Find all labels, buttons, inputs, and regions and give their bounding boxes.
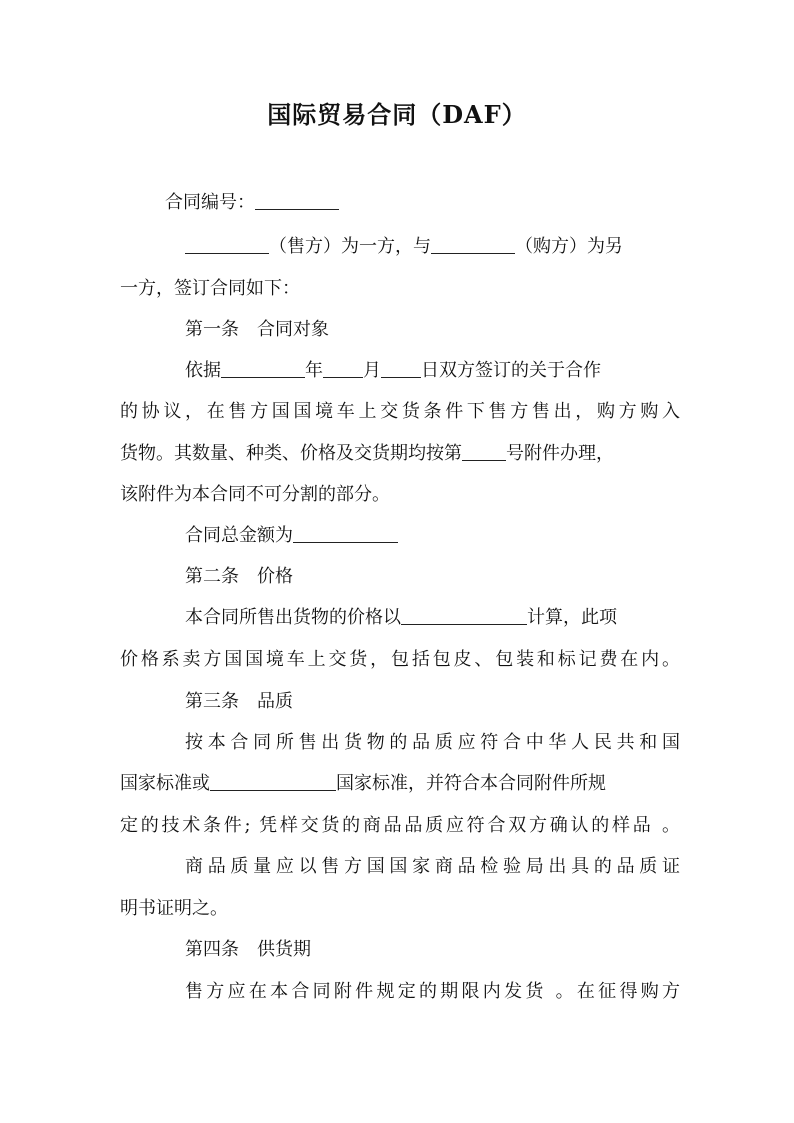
- art3-line2: [120, 770, 680, 798]
- annex-no-blank[interactable]: [462, 442, 506, 461]
- article-2-heading: 第二条 价格: [185, 566, 293, 587]
- art3-line1: 按本合同所售出货物的品质应符合中华人民共和国: [185, 732, 680, 753]
- art3-line2b: 国家标准，并符合本合同附件所规: [336, 773, 606, 794]
- article-3-heading: 第三条 品质: [185, 691, 293, 712]
- art2-line1a: 本合同所售出货物的价格以: [185, 607, 401, 628]
- art1-line3: [120, 440, 680, 468]
- day-text: 日双方签订的关于合作: [421, 360, 601, 381]
- art2-line1b: 计算，此项: [527, 607, 617, 628]
- art4-line1: 售方应在本合同附件规定的期限内发货 。在征得购方: [185, 981, 680, 1002]
- buyer-text: （购方）为另: [515, 236, 623, 257]
- art3-line3: 定的技术条件; 凭样交货的商品品质应符合双方确认的样品 。: [120, 815, 680, 836]
- seller-blank[interactable]: [185, 235, 269, 254]
- price-basis-blank[interactable]: [401, 606, 527, 625]
- art3-line2a: 国家标准或: [120, 773, 210, 794]
- day-blank[interactable]: [381, 359, 421, 378]
- art1-line4: 该附件为本合同不可分割的部分。: [120, 484, 390, 505]
- contract-no-blank[interactable]: [255, 191, 339, 210]
- year-text: 年: [305, 360, 323, 381]
- art1-line3a: 货物。其数量、种类、价格及交货期均按第: [120, 443, 462, 464]
- year-blank[interactable]: [221, 359, 305, 378]
- buyer-blank[interactable]: [431, 235, 515, 254]
- total-line: [185, 522, 745, 550]
- contract-no-label: 合同编号：: [165, 192, 255, 213]
- art1-line3b: 号附件办理，: [506, 443, 614, 464]
- art2-line2: 价格系卖方国国境车上交货，包括包皮、包装和标记费在内。: [120, 649, 680, 670]
- contract-no-line: [165, 189, 725, 217]
- month-text: 月: [363, 360, 381, 381]
- seller-text: （售方）为一方，与: [269, 236, 431, 257]
- total-label: 合同总金额为: [185, 525, 293, 546]
- total-amount-blank[interactable]: [293, 524, 398, 543]
- article-4-heading: 第四条 供货期: [185, 939, 311, 960]
- art1-line2: 的协议，在售方国国境车上交货条件下售方售出，购方购入: [120, 401, 680, 422]
- art2-line1: [185, 604, 680, 632]
- month-blank[interactable]: [323, 359, 363, 378]
- art3-line4: 商品质量应以售方国国家商品检验局出具的品质证: [185, 856, 680, 877]
- standard-blank[interactable]: [210, 772, 336, 791]
- art1-line1: [185, 357, 680, 385]
- parties-line: [185, 233, 680, 261]
- basis-text: 依据: [185, 360, 221, 381]
- article-1-heading: 第一条 合同对象: [185, 319, 329, 340]
- page-title: 国际贸易合同（DAF）: [267, 100, 527, 129]
- art3-line5: 明书证明之。: [120, 898, 228, 919]
- parties-cont: 一方，签订合同如下：: [120, 278, 300, 299]
